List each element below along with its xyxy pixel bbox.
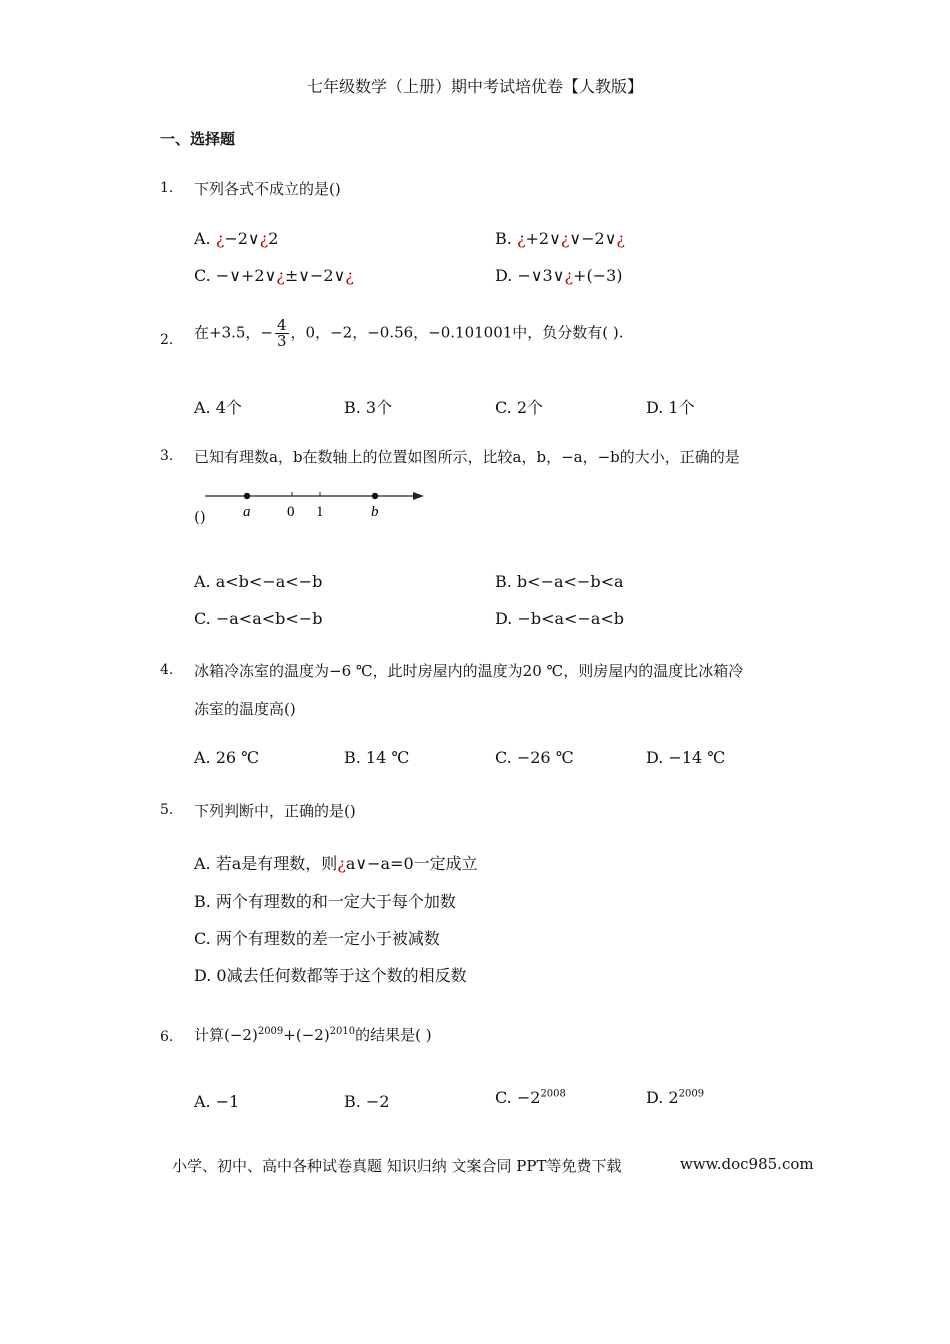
point-a: [244, 493, 250, 499]
question-4-text-line2: 冻室的温度高(): [194, 700, 296, 718]
question-5-option-d: D. 0减去任何数都等于这个数的相反数: [194, 966, 467, 985]
question-5-option-b: B. 两个有理数的和一定大于每个加数: [194, 892, 456, 911]
question-4-option-c: C. −26 ℃: [495, 748, 574, 767]
question-3-option-b: B. b<−a<−b<a: [495, 572, 624, 591]
question-6-option-c: C. $-2^{2008}$: [495, 1088, 566, 1107]
question-2-option-a: A. 4个: [194, 398, 242, 417]
question-6-option-a: A. −1: [194, 1092, 240, 1111]
footer-text: 小学、初中、高中各种试卷真题 知识归纳 文案合同 PPT等免费下载: [172, 1157, 622, 1175]
question-3-option-c: C. −a<a<b<−b: [194, 609, 323, 628]
question-4-option-b: B. 14 ℃: [344, 748, 410, 767]
question-3-paren: (): [194, 508, 206, 526]
point-b: [372, 493, 378, 499]
question-2-number: 2.: [160, 332, 174, 348]
question-1-number: 1.: [160, 180, 174, 196]
label-0: 0: [287, 504, 295, 520]
question-1-option-b: B. ¿+2∨¿∨−2∨¿: [495, 229, 625, 248]
question-4-option-d: D. −14 ℃: [646, 748, 726, 767]
question-1-option-c: C. −∨+2∨¿±∨−2∨¿: [194, 266, 354, 285]
question-1-option-a: A. ¿−2∨¿2: [194, 229, 279, 248]
question-3-option-a: A. a<b<−a<−b: [194, 572, 323, 591]
question-2-option-c: C. 2个: [495, 398, 544, 417]
number-line-arrow-icon: [413, 492, 424, 500]
label-1: 1: [316, 504, 324, 520]
page-title: 七年级数学（上册）期中考试培优卷【人教版】: [306, 77, 643, 96]
question-6-option-d: D. $2^{2009}$: [646, 1088, 705, 1107]
question-4-number: 4.: [160, 662, 174, 678]
footer-url[interactable]: www.doc985.com: [680, 1155, 814, 1173]
question-2-option-d: D. 1个: [646, 398, 695, 417]
question-4-option-a: A. 26 ℃: [194, 748, 260, 767]
label-a: a: [243, 504, 251, 520]
question-5-number: 5.: [160, 802, 174, 818]
number-line-diagram: [203, 486, 428, 522]
question-3-option-d: D. −b<a<−a<b: [495, 609, 625, 628]
label-b: b: [371, 504, 379, 520]
section-heading: 一、选择题: [160, 130, 236, 148]
question-5-option-a: A. 若a是有理数，则¿a∨−a=0一定成立: [194, 854, 478, 873]
question-2-option-b: B. 3个: [344, 398, 393, 417]
fraction-four-thirds: $\frac{4}{3}$: [277, 316, 287, 350]
question-6-text: 计算$(-2)^{2009}+(-2)^{2010}$的结果是( ): [194, 1026, 432, 1044]
question-6-option-b: B. −2: [344, 1092, 390, 1111]
question-3-number: 3.: [160, 448, 174, 464]
question-4-text: 冰箱冷冻室的温度为−6 ℃，此时房屋内的温度为20 ℃，则房屋内的温度比冰箱冷: [194, 662, 744, 680]
question-5-option-c: C. 两个有理数的差一定小于被减数: [194, 929, 440, 948]
question-1-text: 下列各式不成立的是(): [194, 180, 341, 198]
question-1-option-d: D. −∨3∨¿+(−3): [495, 266, 623, 285]
question-3-text: 已知有理数a，b在数轴上的位置如图所示，比较a，b，−a，−b的大小，正确的是: [194, 448, 740, 466]
question-5-text: 下列判断中，正确的是(): [194, 802, 356, 820]
question-6-number: 6.: [160, 1029, 174, 1045]
question-2-text: 在+3.5，− $\frac{4}{3}$ ，0，−2，−0.56，−0.101001中，负分数有( ).: [194, 316, 624, 350]
